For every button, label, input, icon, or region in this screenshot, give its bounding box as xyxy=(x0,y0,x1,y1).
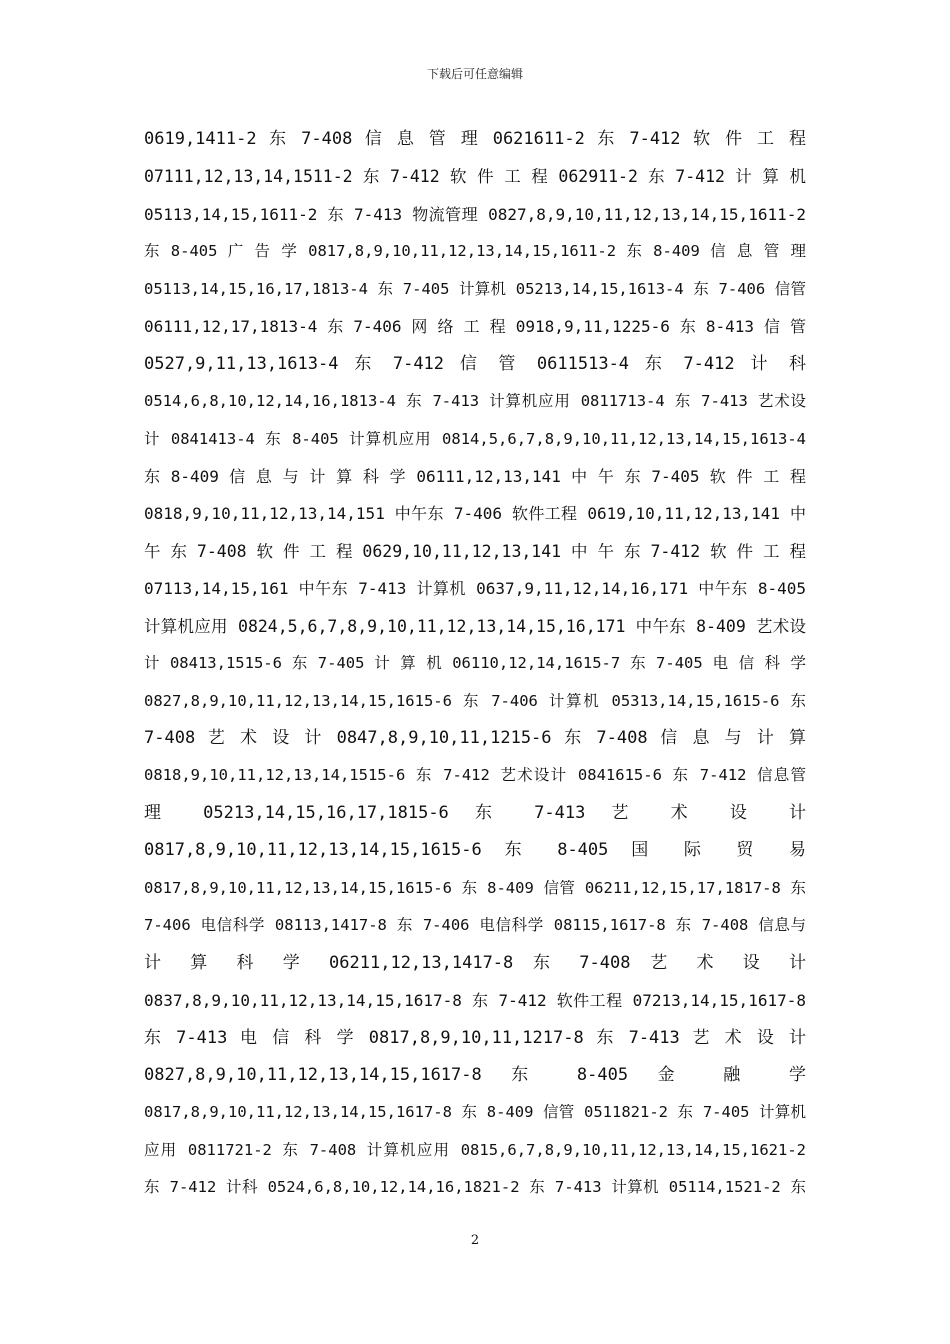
text-line: 计 算 科 学 06211,12,13,1417-8 东 7-408 艺 术 设 计 xyxy=(144,952,806,973)
text-line: 计算机应用 0824,5,6,7,8,9,10,11,12,13,14,15,16,171 中午东 8-409 艺术设 xyxy=(144,616,806,636)
text-line: 07113,14,15,161 中午东 7-413 计算机 0637,9,11,12,14,16,171 中午东 8-405 xyxy=(144,579,806,599)
text-line: 05113,14,15,1611-2 东 7-413 物流管理 0827,8,9,10,11,12,13,14,15,1611-2 xyxy=(144,204,806,224)
page-header: 下载后可任意编辑 xyxy=(426,67,523,81)
text-line: 东 8-409 信 息 与 计 算 科 学 06111,12,13,141 中 午 东 7-405 软 件 工 程 xyxy=(144,466,806,486)
text-line: 0817,8,9,10,11,12,13,14,15,1615-6 东 8-409 信管 06211,12,15,17,1817-8 东 xyxy=(144,878,806,897)
text-line: 0514,6,8,10,12,14,16,1813-4 东 7-413 计算机应用 0811713-4 东 7-413 艺术设 xyxy=(144,392,806,411)
text-line: 0817,8,9,10,11,12,13,14,15,1617-8 东 8-409 信管 0511821-2 东 7-405 计算机 xyxy=(144,1103,806,1122)
text-line: 7-408 艺 术 设 计 0847,8,9,10,11,1215-6 东 7-408 信 息 与 计 算 xyxy=(144,728,806,748)
page-number: 2 xyxy=(470,1233,480,1248)
text-line: 0527,9,11,13,1613-4 东 7-412 信 管 0611513-4 东 7-412 计 科 xyxy=(144,353,806,374)
text-line: 计 08413,1515-6 东 7-405 计 算 机 06110,12,14,1615-7 东 7-405 电 信 科 学 xyxy=(144,654,806,673)
text-line: 0818,9,10,11,12,13,14,151 中午东 7-406 软件工程 0619,10,11,12,13,141 中 xyxy=(144,504,806,524)
schedule-text-body xyxy=(144,121,806,1207)
text-line: 东 7-412 计科 0524,6,8,10,12,14,16,1821-2 东 7-413 计算机 05114,1521-2 东 xyxy=(144,1178,806,1197)
text-line: 0619,1411-2 东 7-408 信 息 管 理 0621611-2 东 7-412 软 件 工 程 xyxy=(144,129,806,149)
text-line: 理 05213,14,15,16,17,1815-6 东 7-413 艺 术 设 计 xyxy=(144,802,806,823)
text-line: 0837,8,9,10,11,12,13,14,15,1617-8 东 7-412 软件工程 07213,14,15,1617-8 xyxy=(144,991,806,1011)
text-line: 计 0841413-4 东 8-405 计算机应用 0814,5,6,7,8,9,10,11,12,13,14,15,1613-4 xyxy=(144,429,806,448)
text-line: 东 7-413 电 信 科 学 0817,8,9,10,11,1217-8 东 7-413 艺 术 设 计 xyxy=(144,1027,806,1048)
text-line: 7-406 电信科学 08113,1417-8 东 7-406 电信科学 08115,1617-8 东 7-408 信息与 xyxy=(144,916,806,935)
text-line: 05113,14,15,16,17,1813-4 东 7-405 计算机 05213,14,15,1613-4 东 7-406 信管 xyxy=(144,279,806,298)
text-line: 07111,12,13,14,1511-2 东 7-412 软 件 工 程 062911-2 东 7-412 计 算 机 xyxy=(144,167,806,187)
text-line: 0827,8,9,10,11,12,13,14,15,1617-8 东 8-405 金 融 学 xyxy=(144,1064,806,1085)
text-line: 应用 0811721-2 东 7-408 计算机应用 0815,6,7,8,9,10,11,12,13,14,15,1621-2 xyxy=(144,1140,806,1159)
text-line: 0818,9,10,11,12,13,14,1515-6 东 7-412 艺术设计 0841615-6 东 7-412 信息管 xyxy=(144,766,806,785)
text-line: 0827,8,9,10,11,12,13,14,15,1615-6 东 7-406 计算机 05313,14,15,1615-6 东 xyxy=(144,691,806,710)
text-line: 0817,8,9,10,11,12,13,14,15,1615-6 东 8-405 国 际 贸 易 xyxy=(144,840,806,861)
text-line: 东 8-405 广 告 学 0817,8,9,10,11,12,13,14,15,1611-2 东 8-409 信 息 管 理 xyxy=(144,242,806,261)
text-line: 午 东 7-408 软 件 工 程 0629,10,11,12,13,141 中 午 东 7-412 软 件 工 程 xyxy=(144,541,806,561)
text-line: 06111,12,17,1813-4 东 7-406 网 络 工 程 0918,9,11,1225-6 东 8-413 信 管 xyxy=(144,317,806,337)
